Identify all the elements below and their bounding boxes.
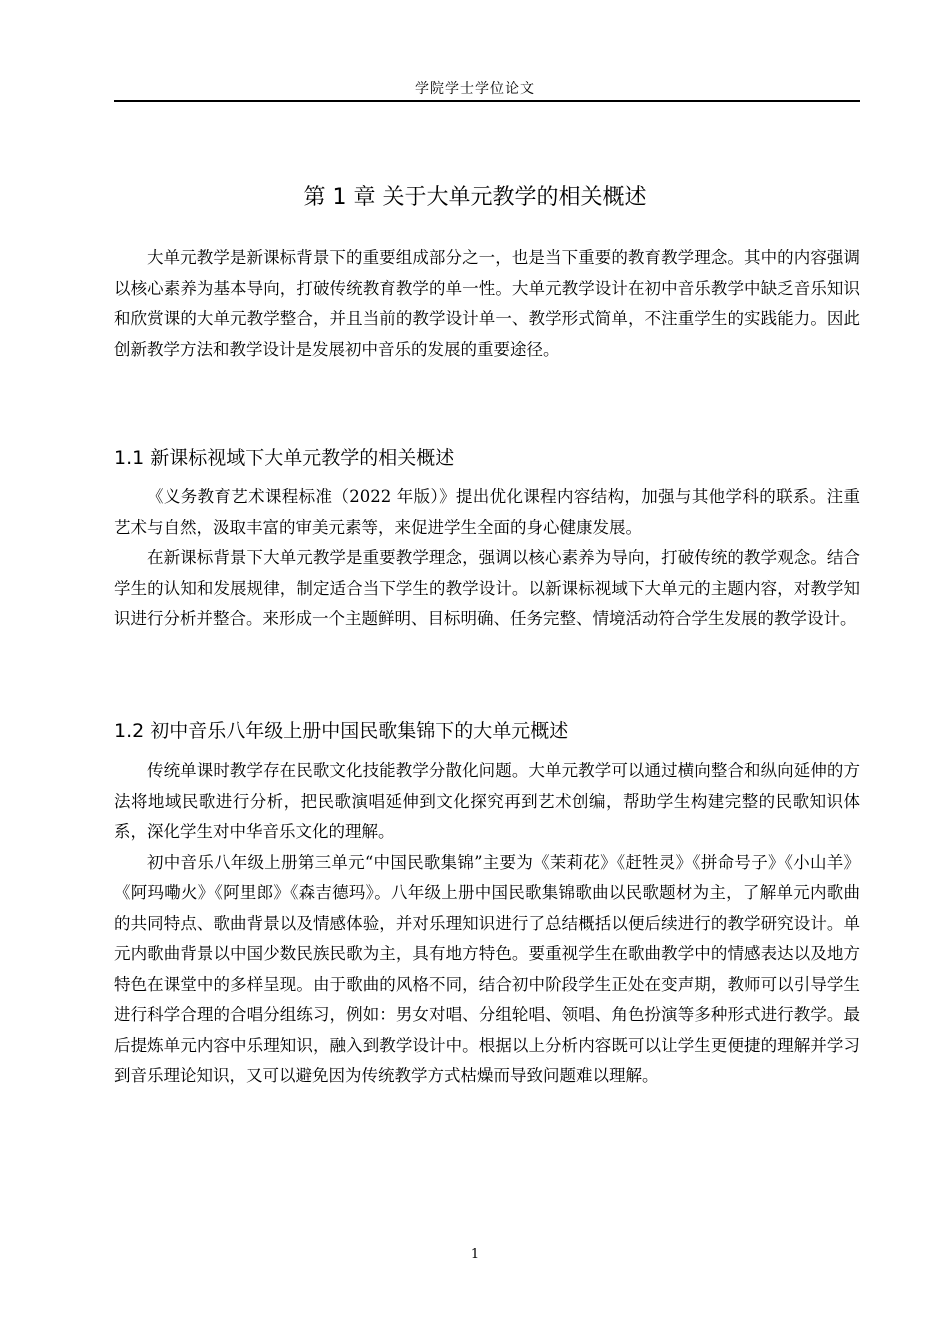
page-number: 1 xyxy=(470,1247,480,1262)
chapter-intro-block xyxy=(114,243,860,365)
header-divider xyxy=(114,100,860,102)
section-1-2-body xyxy=(114,756,860,1092)
paragraph: 传统单课时教学存在民歌文化技能教学分散化问题。大单元教学可以通过横向整合和纵向延伸的方法将地域民歌进行分析，把民歌演唱延伸到文化探究再到艺术创编，帮助学生构建完整的民歌知识体系，深化学生对中华音乐文化的理解。 xyxy=(114,761,860,841)
section-1-1-body xyxy=(114,482,860,635)
running-header: 学院学士学位论文 xyxy=(415,81,535,97)
chapter-title: 第 1 章 关于大单元教学的相关概述 xyxy=(303,185,647,210)
paragraph: 《义务教育艺术课程标准（2022 年版）》提出优化课程内容结构，加强与其他学科的联系。注重艺术与自然，汲取丰富的审美元素等，来促进学生全面的身心健康发展。 xyxy=(114,487,860,537)
paragraph: 初中音乐八年级上册第三单元“中国民歌集锦”主要为《茉莉花》《赶牲灵》《拼命号子》《小山羊》《阿玛嘞火》《阿里郎》《森吉德玛》。八年级上册中国民歌集锦歌曲以民歌题材为主，了解单元内歌曲的共同特点、歌曲背景以及情感体验，并对乐理知识进行了总结概括以便后续进行的教学研究设计。单元内歌曲背景以中国少数民族民歌为主，具有地方特色。要重视学生在歌曲教学中的情感表达以及地方特色在课堂中的多样呈现。由于歌曲的风格不同，结合初中阶段学生正处在变声期，教师可以引导学生进行科学合理的合唱分组练习，例如：男女对唱、分组轮唱、领唱、角色扮演等多种形式进行教学。最后提炼单元内容中乐理知识，融入到教学设计中。根据以上分析内容既可以让学生更便捷的理解并学习到音乐理论知识，又可以避免因为传统教学方式枯燥而导致问题难以理解。 xyxy=(114,852,860,1085)
paragraph: 在新课标背景下大单元教学是重要教学理念，强调以核心素养为导向，打破传统的教学观念。结合学生的认知和发展规律，制定适合当下学生的教学设计。以新课标视域下大单元的主题内容，对教学知识进行分析并整合。来形成一个主题鲜明、目标明确、任务完整、情境活动符合学生发展的教学设计。 xyxy=(114,548,860,628)
section-heading-1-1: 1.1 新课标视域下大单元教学的相关概述 xyxy=(114,447,455,469)
chapter-intro-paragraph: 大单元教学是新课标背景下的重要组成部分之一，也是当下重要的教育教学理念。其中的内容强调以核心素养为基本导向，打破传统教育教学的单一性。大单元教学设计在初中音乐教学中缺乏音乐知识和欣赏课的大单元教学整合，并且当前的教学设计单一、教学形式简单，不注重学生的实践能力。因此创新教学方法和教学设计是发展初中音乐的发展的重要途径。 xyxy=(114,248,860,359)
section-heading-1-2: 1.2 初中音乐八年级上册中国民歌集锦下的大单元概述 xyxy=(114,720,569,742)
